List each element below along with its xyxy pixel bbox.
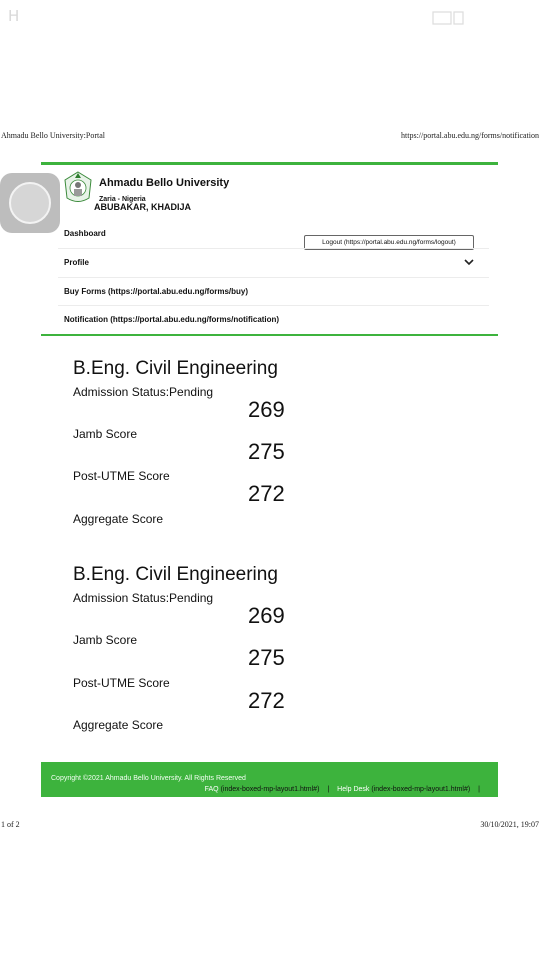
help-desk-link[interactable]: Help Desk: [337, 786, 370, 793]
print-datetime: 30/10/2021, 19:07: [480, 820, 539, 829]
nav-divider: [58, 277, 489, 278]
nav-buy-forms[interactable]: Buy Forms (https://portal.abu.edu.ng/forms/buy): [64, 287, 248, 296]
user-name: ABUBAKAR, KHADIJA: [94, 202, 192, 212]
logout-button[interactable]: Logout (https://portal.abu.edu.ng/forms/logout): [304, 235, 474, 250]
footer-links: [205, 786, 486, 793]
jamb-score-value: 269: [248, 603, 285, 628]
admission-status: Admission Status:Pending: [73, 385, 214, 399]
post-utme-score-value: 275: [248, 439, 285, 464]
aggregate-score-value: 272: [248, 481, 285, 506]
aggregate-score-label: Aggregate Score: [73, 718, 164, 732]
status-bar-glyph: H: [8, 7, 20, 25]
footer-separator: |: [327, 786, 330, 793]
print-page-number: 1 of 2: [1, 820, 20, 829]
university-location: Zaria - Nigeria: [99, 196, 146, 203]
programme-title: B.Eng. Civil Engineering: [73, 358, 278, 379]
faq-link-url: (index-boxed-mp-layout1.html#): [220, 786, 320, 793]
jamb-score-label: Jamb Score: [73, 633, 138, 647]
assistive-touch-ring: [9, 182, 51, 224]
nav-dashboard[interactable]: Dashboard: [64, 229, 106, 238]
nav-notification[interactable]: Notification (https://portal.abu.edu.ng/forms/notification): [64, 315, 280, 324]
help-desk-link-url: (index-boxed-mp-layout1.html#): [371, 786, 471, 793]
post-utme-score-label: Post-UTME Score: [73, 469, 170, 483]
aggregate-score-value: 272: [248, 688, 285, 713]
nav-divider: [58, 305, 489, 306]
post-utme-score-value: 275: [248, 645, 285, 670]
screen-mirror-icon: [432, 10, 464, 26]
jamb-score-label: Jamb Score: [73, 427, 138, 441]
post-utme-score-label: Post-UTME Score: [73, 676, 170, 690]
chevron-down-icon[interactable]: [463, 257, 475, 267]
content-divider: [41, 334, 498, 336]
aggregate-score-label: Aggregate Score: [73, 512, 164, 526]
footer-separator: |: [478, 786, 480, 793]
header-accent-bar: [41, 162, 498, 165]
print-page-title: Ahmadu Bello University:Portal: [1, 131, 105, 140]
page-footer: [41, 762, 498, 797]
assistive-touch-icon[interactable]: [0, 173, 60, 233]
faq-link[interactable]: FAQ: [204, 786, 219, 793]
nav-profile[interactable]: Profile: [64, 258, 89, 267]
university-logo-icon: [64, 171, 92, 205]
programme-title: B.Eng. Civil Engineering: [73, 564, 278, 585]
admission-status: Admission Status:Pending: [73, 591, 214, 605]
print-page-url: https://portal.abu.edu.ng/forms/notification: [401, 131, 539, 140]
university-name: Ahmadu Bello University: [99, 177, 230, 189]
nav-divider: [58, 248, 489, 249]
jamb-score-value: 269: [248, 397, 285, 422]
footer-copyright: Copyright ©2021 Ahmadu Bello University. All Rights Reserved: [51, 775, 246, 782]
